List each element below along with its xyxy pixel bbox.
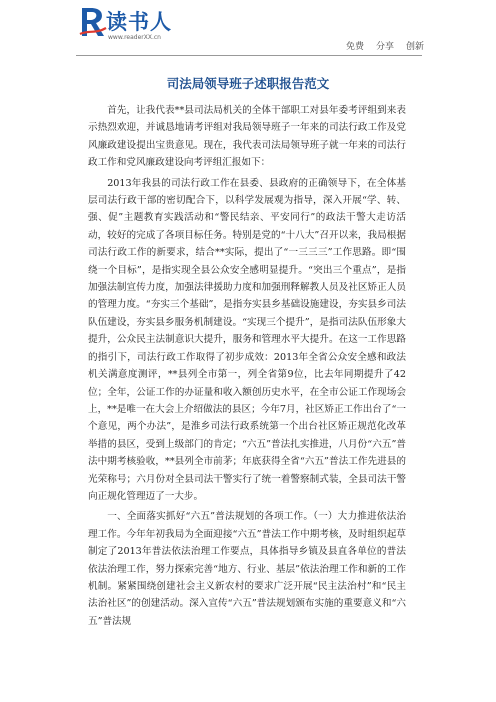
nav-share[interactable]: 分享 [375,42,394,52]
header-nav [346,39,424,52]
nav-innovate[interactable]: 创新 [405,42,424,52]
logo-url: www.readerXX.cn [108,34,161,41]
paragraph-intro: 首先，让我代表**县司法局机关的全体干部职工对县年委考评组到来表示热烈欢迎，并诚恳地请考评组对我局领导班子一年来的司法行政工作及党风廉政建设提出宝贵意见。现在，我代表司法局领导班子就一年来的司法行政工作和党风廉政建设向考评组汇报如下： [88,105,406,169]
paragraph-section-one: 一、全面落实抓好“六五”普法规划的各项工作。（一）大力推进依法治理工作。今年年初我局为全面迎接“六五”普法工作中期考核，及时组织起草制定了2013年普法依法治理工作要点，具体指导乡镇及县直各单位的普法依法治理工作，努力探索完善“地方、行业、基层”依法治理工作和新的工作机制。紧紧围绕创建社会主义新农村的要求广泛开展“民主法治村”和“民主法治社区”的创建活动。深入宣传“六五”普法规划颁布实施的重要意义和“六五”普法规 [88,511,406,627]
paragraph-summary: 2013年我县的司法行政工作在县委、县政府的正确领导下，在全体基层司法行政干部的密切配合下，以科学发展观为指导，深入开展“学、转、强、促”主题教育实践活动和“警民结亲、平安同行”的政法干警大走访活动，较好的完成了各项目标任务。特别是党的“十八大”召开以来，我局根据司法行政工作的新要求，结合**实际，提出了“一三三三”工作思路。即“围绕一个目标”，是指实现全县公众安全感明显提升。“突出三个重点”，是指加强法制宣传力度，加强法律援助力度和加强刑释解教人员及社区矫正人员的管理力度。“夯实三个基础”，是指夯实县乡基础设施建设，夯实县乡司法队伍建设，夯实县乡服务机制建设。“实现三个提升”，是指司法队伍形象大提升，公众民主法制意识大提升，服务和管理水平大提升。在这一工作思路的指引下，司法行政工作取得了初步成效：2013年全省公众安全感和政法机关满意度测评，**县列全市第一，列全省第9位，比去年同期提升了42位；全年，公证工作的办证量和收入额创历史水平，在全市公证工作现场会上，**是唯一在大会上介绍做法的县区；今年7月，社区矫正工作出台了“一个意见，两个办法”，是淮乡司法行政系统第一个出台社区矫正规范化改革举措的县区，受到上级部门的肯定；“六五”普法扎实推进，八月份“六五”普法中期考核验收，**县列全市前茅；年底获得全省“六五”普法工作先进县的光荣称号；六月份对全县司法干警实行了统一着警察制式装，全县司法干警向正规化管理迈了一大步。 [88,177,407,502]
document-title: 司法局领导班子述职报告范文 [166,76,330,91]
logo-r-icon [78,4,108,40]
page-header [0,0,496,52]
document-body [88,102,406,633]
site-logo[interactable] [78,4,198,48]
logo-text: 读书人 [106,10,172,34]
header-divider [76,55,422,56]
nav-free[interactable]: 免费 [345,42,364,52]
